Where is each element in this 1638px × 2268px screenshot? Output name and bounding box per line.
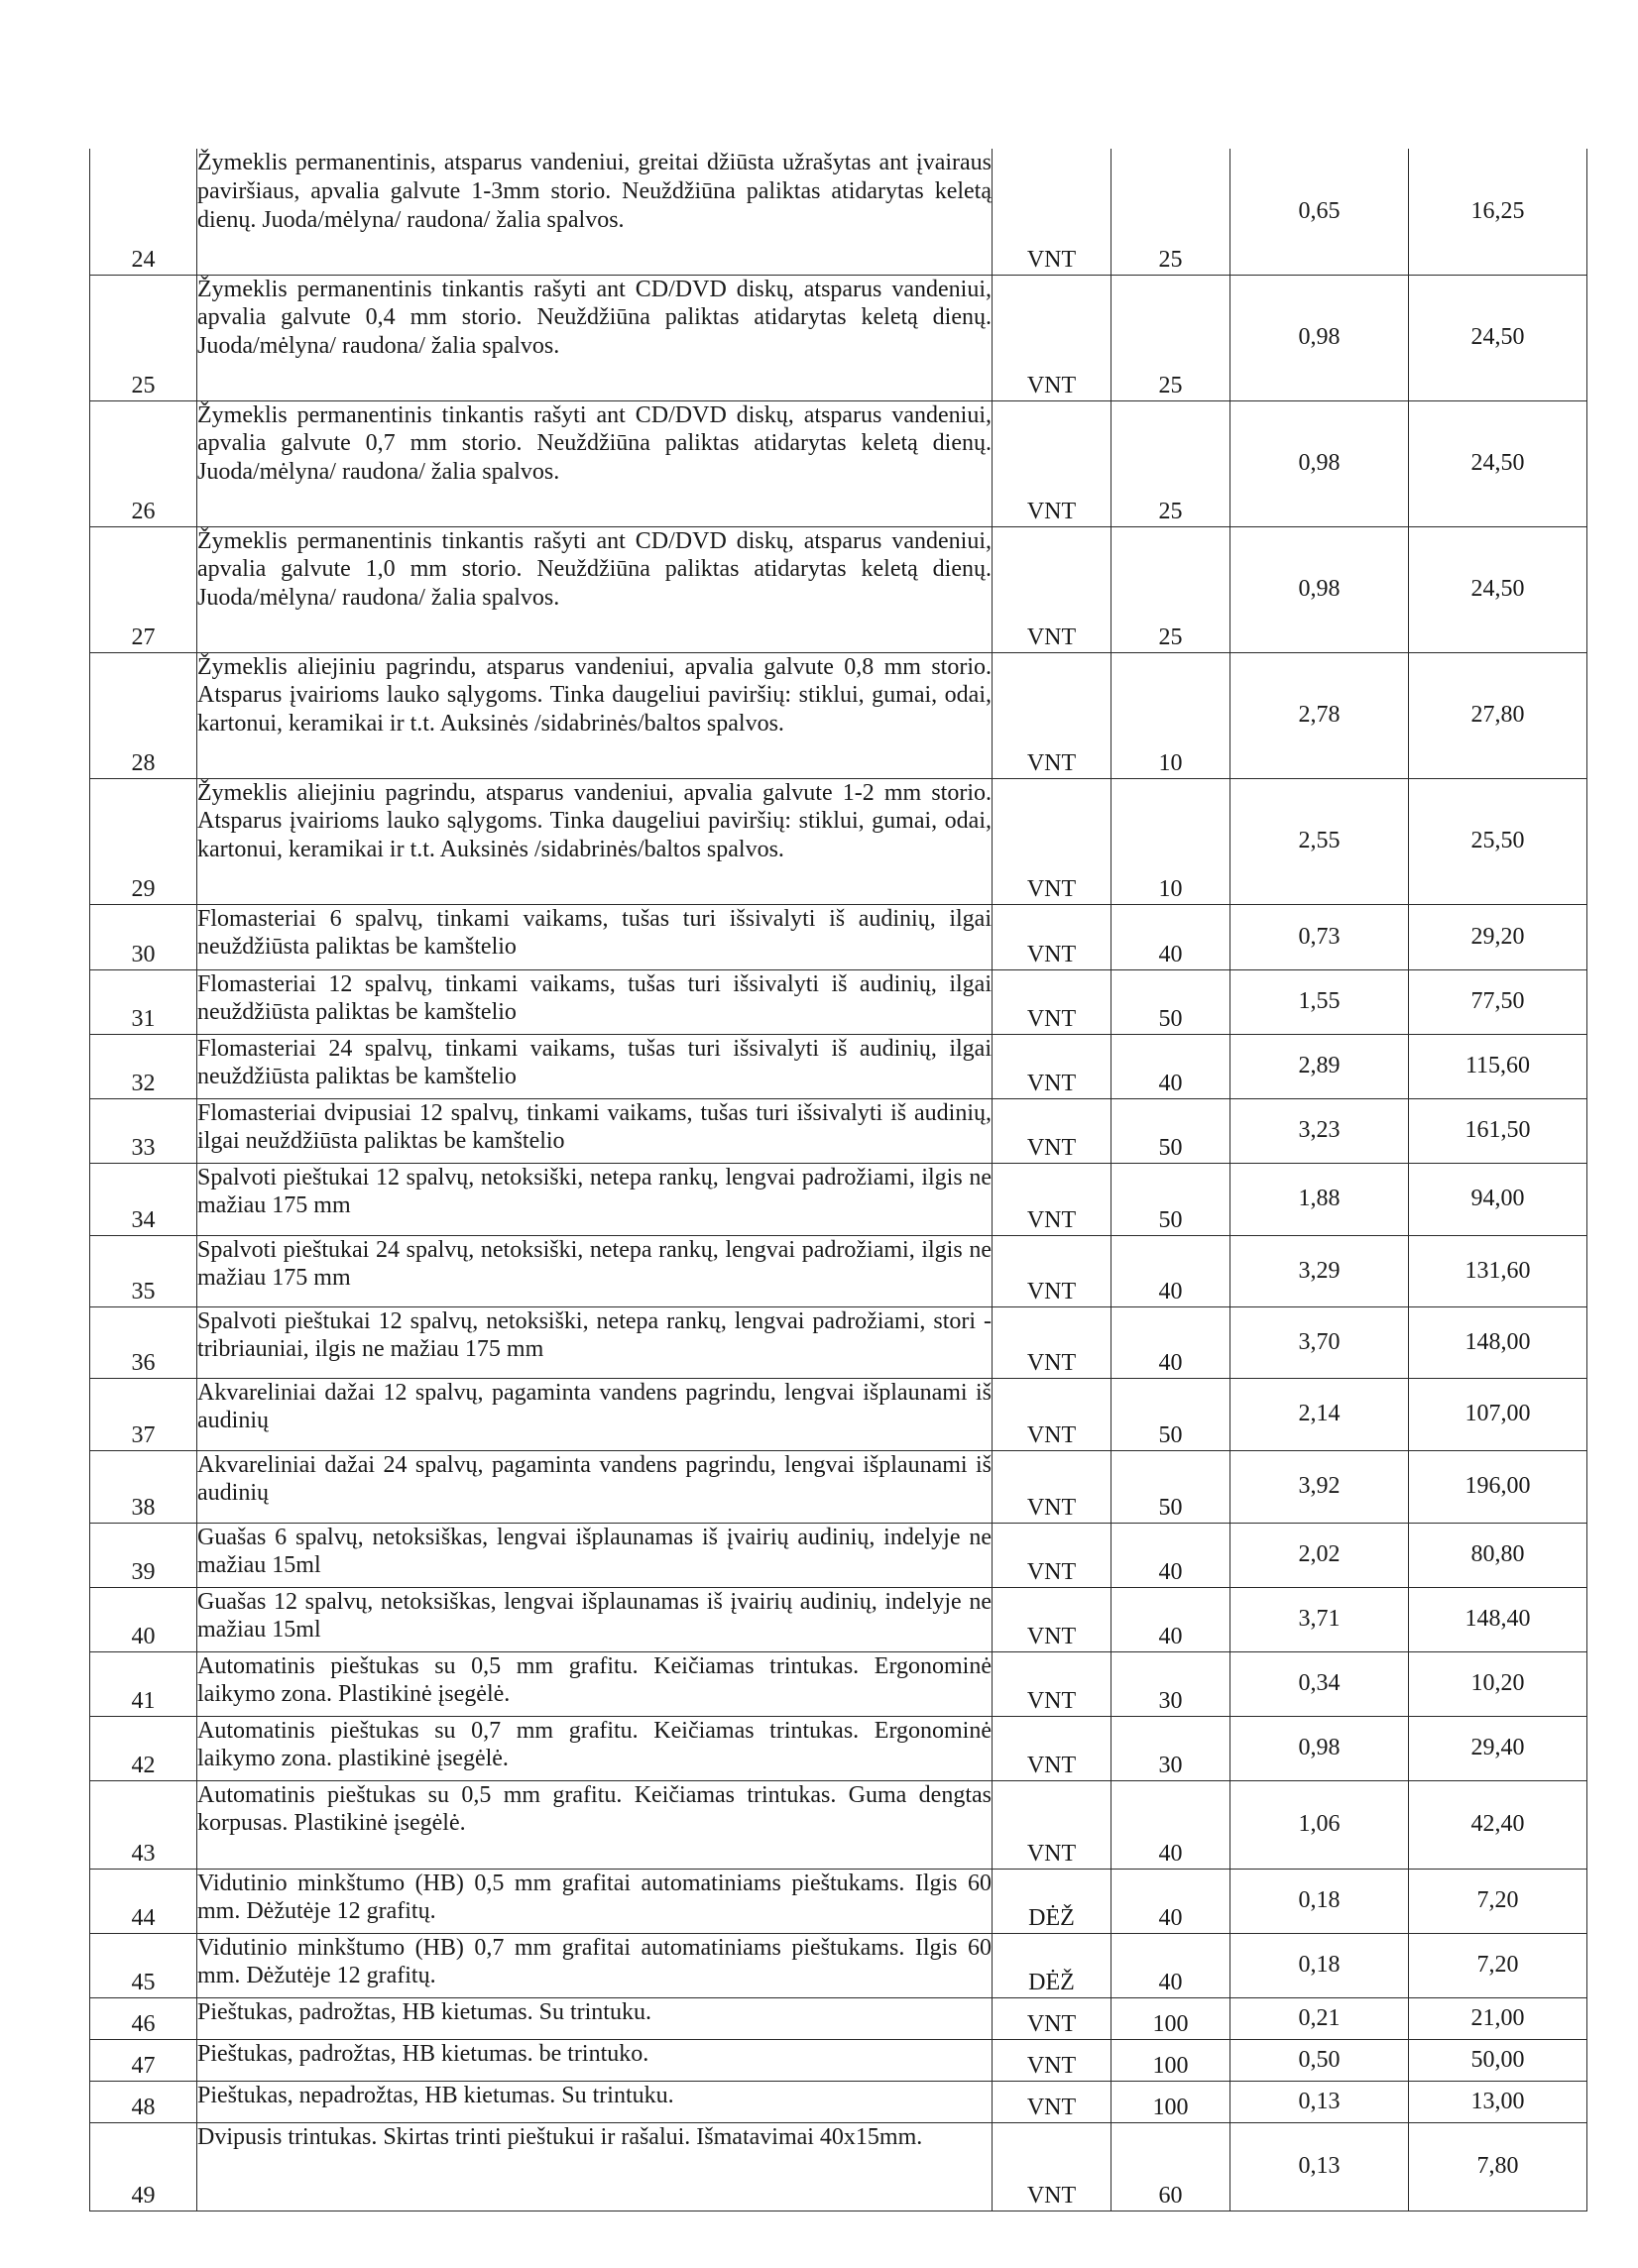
item-number: 38 xyxy=(90,1450,197,1523)
table-row xyxy=(90,275,1587,400)
item-unit: VNT xyxy=(993,969,1112,1034)
item-number: 37 xyxy=(90,1378,197,1450)
item-quantity: 50 xyxy=(1112,1098,1230,1163)
table-row xyxy=(90,2122,1587,2211)
item-unit-price: 1,55 xyxy=(1230,969,1409,1034)
items-table-body xyxy=(90,149,1587,2211)
item-number: 42 xyxy=(90,1716,197,1780)
item-description: Guašas 12 spalvų, netoksiškas, lengvai išplaunamas iš įvairių audinių, indelyje ne mažiau 15ml xyxy=(197,1587,993,1651)
item-description: Pieštukas, padrožtas, HB kietumas. Su trintuku. xyxy=(197,1997,993,2039)
item-total: 148,00 xyxy=(1409,1306,1587,1378)
item-unit: VNT xyxy=(993,2081,1112,2122)
item-quantity: 25 xyxy=(1112,275,1230,400)
item-quantity: 40 xyxy=(1112,1780,1230,1869)
item-description: Automatinis pieštukas su 0,7 mm grafitu. Keičiamas trintukas. Ergonominė laikymo zona. plastikinė įsegėlė. xyxy=(197,1716,993,1780)
table-row xyxy=(90,1780,1587,1869)
item-total: 10,20 xyxy=(1409,1651,1587,1716)
item-unit-price: 0,98 xyxy=(1230,275,1409,400)
item-description: Žymeklis permanentinis tinkantis rašyti ant CD/DVD diskų, atsparus vandeniui, apvalia galvute 0,4 mm storio. Neuždžiūna paliktas atidarytas keletą dienų. Juoda/mėlyna/ raudona/ žalia spalvos. xyxy=(197,275,993,400)
item-number: 32 xyxy=(90,1034,197,1098)
item-total: 25,50 xyxy=(1409,778,1587,904)
item-unit: VNT xyxy=(993,1306,1112,1378)
item-quantity: 40 xyxy=(1112,1523,1230,1587)
table-row xyxy=(90,778,1587,904)
item-unit: VNT xyxy=(993,1651,1112,1716)
table-row xyxy=(90,1651,1587,1716)
item-unit-price: 0,18 xyxy=(1230,1869,1409,1933)
item-number: 26 xyxy=(90,400,197,526)
item-description: Automatinis pieštukas su 0,5 mm grafitu. Keičiamas trintukas. Guma dengtas korpusas. Plastikinė įsegėlė. xyxy=(197,1780,993,1869)
item-total: 7,20 xyxy=(1409,1933,1587,1997)
item-unit-price: 2,02 xyxy=(1230,1523,1409,1587)
item-quantity: 25 xyxy=(1112,149,1230,275)
table-row xyxy=(90,1163,1587,1235)
item-unit-price: 3,70 xyxy=(1230,1306,1409,1378)
item-total: 21,00 xyxy=(1409,1997,1587,2039)
item-unit-price: 0,18 xyxy=(1230,1933,1409,1997)
item-number: 39 xyxy=(90,1523,197,1587)
item-number: 45 xyxy=(90,1933,197,1997)
item-total: 196,00 xyxy=(1409,1450,1587,1523)
item-number: 41 xyxy=(90,1651,197,1716)
item-number: 24 xyxy=(90,149,197,275)
item-quantity: 40 xyxy=(1112,1587,1230,1651)
table-row xyxy=(90,1306,1587,1378)
item-unit: VNT xyxy=(993,1235,1112,1306)
table-row xyxy=(90,2081,1587,2122)
item-quantity: 40 xyxy=(1112,1235,1230,1306)
item-unit: VNT xyxy=(993,1450,1112,1523)
item-unit: VNT xyxy=(993,1997,1112,2039)
table-row xyxy=(90,1098,1587,1163)
table-row xyxy=(90,1378,1587,1450)
item-description: Spalvoti pieštukai 12 spalvų, netoksiški, netepa rankų, lengvai padrožiami, ilgis ne mažiau 175 mm xyxy=(197,1163,993,1235)
item-quantity: 60 xyxy=(1112,2122,1230,2211)
item-description: Vidutinio minkštumo (HB) 0,5 mm grafitai automatiniams pieštukams. Ilgis 60 mm. Dėžutėje 12 grafitų. xyxy=(197,1869,993,1933)
items-table xyxy=(89,149,1587,2211)
item-unit: VNT xyxy=(993,1780,1112,1869)
item-total: 42,40 xyxy=(1409,1780,1587,1869)
item-quantity: 100 xyxy=(1112,1997,1230,2039)
item-number: 34 xyxy=(90,1163,197,1235)
item-number: 48 xyxy=(90,2081,197,2122)
table-row xyxy=(90,1869,1587,1933)
item-quantity: 10 xyxy=(1112,778,1230,904)
item-quantity: 25 xyxy=(1112,526,1230,652)
item-unit: VNT xyxy=(993,1378,1112,1450)
item-unit-price: 3,29 xyxy=(1230,1235,1409,1306)
item-unit-price: 3,23 xyxy=(1230,1098,1409,1163)
item-unit: VNT xyxy=(993,2122,1112,2211)
item-total: 27,80 xyxy=(1409,652,1587,778)
item-number: 30 xyxy=(90,904,197,969)
item-unit: VNT xyxy=(993,149,1112,275)
item-unit: VNT xyxy=(993,1034,1112,1098)
item-total: 115,60 xyxy=(1409,1034,1587,1098)
item-description: Automatinis pieštukas su 0,5 mm grafitu. Keičiamas trintukas. Ergonominė laikymo zona. Plastikinė įsegėlė. xyxy=(197,1651,993,1716)
table-row xyxy=(90,2039,1587,2081)
item-total: 13,00 xyxy=(1409,2081,1587,2122)
item-quantity: 100 xyxy=(1112,2081,1230,2122)
item-quantity: 10 xyxy=(1112,652,1230,778)
item-description: Flomasteriai 24 spalvų, tinkami vaikams, tušas turi išsivalyti iš audinių, ilgai neuždžiūsta paliktas be kamštelio xyxy=(197,1034,993,1098)
item-description: Akvareliniai dažai 24 spalvų, pagaminta vandens pagrindu, lengvai išplaunami iš audinių xyxy=(197,1450,993,1523)
item-total: 29,40 xyxy=(1409,1716,1587,1780)
item-number: 49 xyxy=(90,2122,197,2211)
item-quantity: 50 xyxy=(1112,1163,1230,1235)
item-description: Žymeklis permanentinis tinkantis rašyti ant CD/DVD diskų, atsparus vandeniui, apvalia galvute 0,7 mm storio. Neuždžiūna paliktas atidarytas keletą dienų. Juoda/mėlyna/ raudona/ žalia spalvos. xyxy=(197,400,993,526)
item-number: 44 xyxy=(90,1869,197,1933)
item-unit: VNT xyxy=(993,652,1112,778)
item-unit-price: 0,65 xyxy=(1230,149,1409,275)
item-unit-price: 1,88 xyxy=(1230,1163,1409,1235)
item-number: 46 xyxy=(90,1997,197,2039)
item-description: Spalvoti pieštukai 24 spalvų, netoksiški, netepa rankų, lengvai padrožiami, ilgis ne mažiau 175 mm xyxy=(197,1235,993,1306)
item-quantity: 50 xyxy=(1112,1450,1230,1523)
item-unit: VNT xyxy=(993,526,1112,652)
item-description: Vidutinio minkštumo (HB) 0,7 mm grafitai automatiniams pieštukams. Ilgis 60 mm. Dėžutėje 12 grafitų. xyxy=(197,1933,993,1997)
item-unit-price: 0,50 xyxy=(1230,2039,1409,2081)
table-row xyxy=(90,526,1587,652)
item-unit: VNT xyxy=(993,1523,1112,1587)
item-number: 31 xyxy=(90,969,197,1034)
table-row xyxy=(90,1523,1587,1587)
item-quantity: 30 xyxy=(1112,1651,1230,1716)
table-row xyxy=(90,969,1587,1034)
item-total: 24,50 xyxy=(1409,526,1587,652)
item-unit: VNT xyxy=(993,1163,1112,1235)
item-unit: VNT xyxy=(993,275,1112,400)
item-quantity: 25 xyxy=(1112,400,1230,526)
table-row xyxy=(90,400,1587,526)
item-quantity: 40 xyxy=(1112,904,1230,969)
item-description: Flomasteriai dvipusiai 12 spalvų, tinkami vaikams, tušas turi išsivalyti iš audinių, ilgai neuždžiūsta paliktas be kamštelio xyxy=(197,1098,993,1163)
item-total: 80,80 xyxy=(1409,1523,1587,1587)
item-total: 16,25 xyxy=(1409,149,1587,275)
item-unit: VNT xyxy=(993,904,1112,969)
item-unit-price: 2,89 xyxy=(1230,1034,1409,1098)
table-row xyxy=(90,1235,1587,1306)
table-row xyxy=(90,1450,1587,1523)
item-number: 47 xyxy=(90,2039,197,2081)
table-row xyxy=(90,1034,1587,1098)
table-row xyxy=(90,652,1587,778)
item-description: Dvipusis trintukas. Skirtas trinti pieštukui ir rašalui. Išmatavimai 40x15mm. xyxy=(197,2122,993,2211)
item-unit-price: 0,13 xyxy=(1230,2122,1409,2211)
item-description: Žymeklis aliejiniu pagrindu, atsparus vandeniui, apvalia galvute 0,8 mm storio. Atsparus įvairioms lauko sąlygoms. Tinka daugeliui paviršių: stiklui, gumai, odai, kartonui, keramikai ir t.t. Auksinės /sidabrinės/baltos spalvos. xyxy=(197,652,993,778)
item-unit-price: 0,98 xyxy=(1230,526,1409,652)
item-number: 40 xyxy=(90,1587,197,1651)
table-row xyxy=(90,904,1587,969)
item-number: 33 xyxy=(90,1098,197,1163)
table-row xyxy=(90,1933,1587,1997)
item-total: 77,50 xyxy=(1409,969,1587,1034)
item-number: 43 xyxy=(90,1780,197,1869)
item-total: 148,40 xyxy=(1409,1587,1587,1651)
item-unit: VNT xyxy=(993,2039,1112,2081)
item-unit-price: 0,13 xyxy=(1230,2081,1409,2122)
item-total: 107,00 xyxy=(1409,1378,1587,1450)
item-total: 94,00 xyxy=(1409,1163,1587,1235)
item-unit: VNT xyxy=(993,1098,1112,1163)
item-quantity: 40 xyxy=(1112,1933,1230,1997)
item-description: Flomasteriai 6 spalvų, tinkami vaikams, tušas turi išsivalyti iš audinių, ilgai neuždžiūsta paliktas be kamštelio xyxy=(197,904,993,969)
item-description: Pieštukas, nepadrožtas, HB kietumas. Su trintuku. xyxy=(197,2081,993,2122)
item-quantity: 40 xyxy=(1112,1034,1230,1098)
item-description: Žymeklis aliejiniu pagrindu, atsparus vandeniui, apvalia galvute 1-2 mm storio. Atsparus įvairioms lauko sąlygoms. Tinka daugeliui paviršių: stiklui, gumai, odai, kartonui, keramikai ir t.t. Auksinės /sidabrinės/baltos spalvos. xyxy=(197,778,993,904)
item-total: 24,50 xyxy=(1409,275,1587,400)
item-unit-price: 0,34 xyxy=(1230,1651,1409,1716)
item-description: Žymeklis permanentinis tinkantis rašyti ant CD/DVD diskų, atsparus vandeniui, apvalia galvute 1,0 mm storio. Neuždžiūna paliktas atidarytas keletą dienų. Juoda/mėlyna/ raudona/ žalia spalvos. xyxy=(197,526,993,652)
item-unit-price: 1,06 xyxy=(1230,1780,1409,1869)
item-unit-price: 0,73 xyxy=(1230,904,1409,969)
item-unit: DĖŽ xyxy=(993,1869,1112,1933)
item-unit-price: 3,92 xyxy=(1230,1450,1409,1523)
table-row xyxy=(90,1587,1587,1651)
item-unit: VNT xyxy=(993,1587,1112,1651)
item-quantity: 40 xyxy=(1112,1306,1230,1378)
item-quantity: 100 xyxy=(1112,2039,1230,2081)
item-unit-price: 2,78 xyxy=(1230,652,1409,778)
item-unit: VNT xyxy=(993,778,1112,904)
item-quantity: 40 xyxy=(1112,1869,1230,1933)
item-description: Spalvoti pieštukai 12 spalvų, netoksiški, netepa rankų, lengvai padrožiami, stori - tribriauniai, ilgis ne mažiau 175 mm xyxy=(197,1306,993,1378)
item-unit-price: 3,71 xyxy=(1230,1587,1409,1651)
item-total: 7,20 xyxy=(1409,1869,1587,1933)
item-number: 29 xyxy=(90,778,197,904)
item-number: 25 xyxy=(90,275,197,400)
item-number: 35 xyxy=(90,1235,197,1306)
item-description: Akvareliniai dažai 12 spalvų, pagaminta vandens pagrindu, lengvai išplaunami iš audinių xyxy=(197,1378,993,1450)
item-unit: VNT xyxy=(993,400,1112,526)
item-quantity: 50 xyxy=(1112,969,1230,1034)
item-unit-price: 0,98 xyxy=(1230,400,1409,526)
item-total: 161,50 xyxy=(1409,1098,1587,1163)
table-row xyxy=(90,149,1587,275)
item-number: 36 xyxy=(90,1306,197,1378)
table-row xyxy=(90,1997,1587,2039)
item-unit-price: 0,21 xyxy=(1230,1997,1409,2039)
item-total: 24,50 xyxy=(1409,400,1587,526)
item-total: 50,00 xyxy=(1409,2039,1587,2081)
item-quantity: 30 xyxy=(1112,1716,1230,1780)
item-total: 29,20 xyxy=(1409,904,1587,969)
item-description: Guašas 6 spalvų, netoksiškas, lengvai išplaunamas iš įvairių audinių, indelyje ne mažiau 15ml xyxy=(197,1523,993,1587)
item-total: 131,60 xyxy=(1409,1235,1587,1306)
item-quantity: 50 xyxy=(1112,1378,1230,1450)
item-unit-price: 2,55 xyxy=(1230,778,1409,904)
item-unit-price: 2,14 xyxy=(1230,1378,1409,1450)
item-unit: VNT xyxy=(993,1716,1112,1780)
item-unit-price: 0,98 xyxy=(1230,1716,1409,1780)
item-number: 28 xyxy=(90,652,197,778)
item-unit: DĖŽ xyxy=(993,1933,1112,1997)
item-total: 7,80 xyxy=(1409,2122,1587,2211)
item-description: Žymeklis permanentinis, atsparus vandeniui, greitai džiūsta užrašytas ant įvairaus paviršiaus, apvalia galvute 1-3mm storio. Neuždžiūna paliktas atidarytas keletą dienų. Juoda/mėlyna/ raudona/ žalia spalvos. xyxy=(197,149,993,275)
item-description: Pieštukas, padrožtas, HB kietumas. be trintuko. xyxy=(197,2039,993,2081)
item-number: 27 xyxy=(90,526,197,652)
item-description: Flomasteriai 12 spalvų, tinkami vaikams, tušas turi išsivalyti iš audinių, ilgai neuždžiūsta paliktas be kamštelio xyxy=(197,969,993,1034)
table-row xyxy=(90,1716,1587,1780)
